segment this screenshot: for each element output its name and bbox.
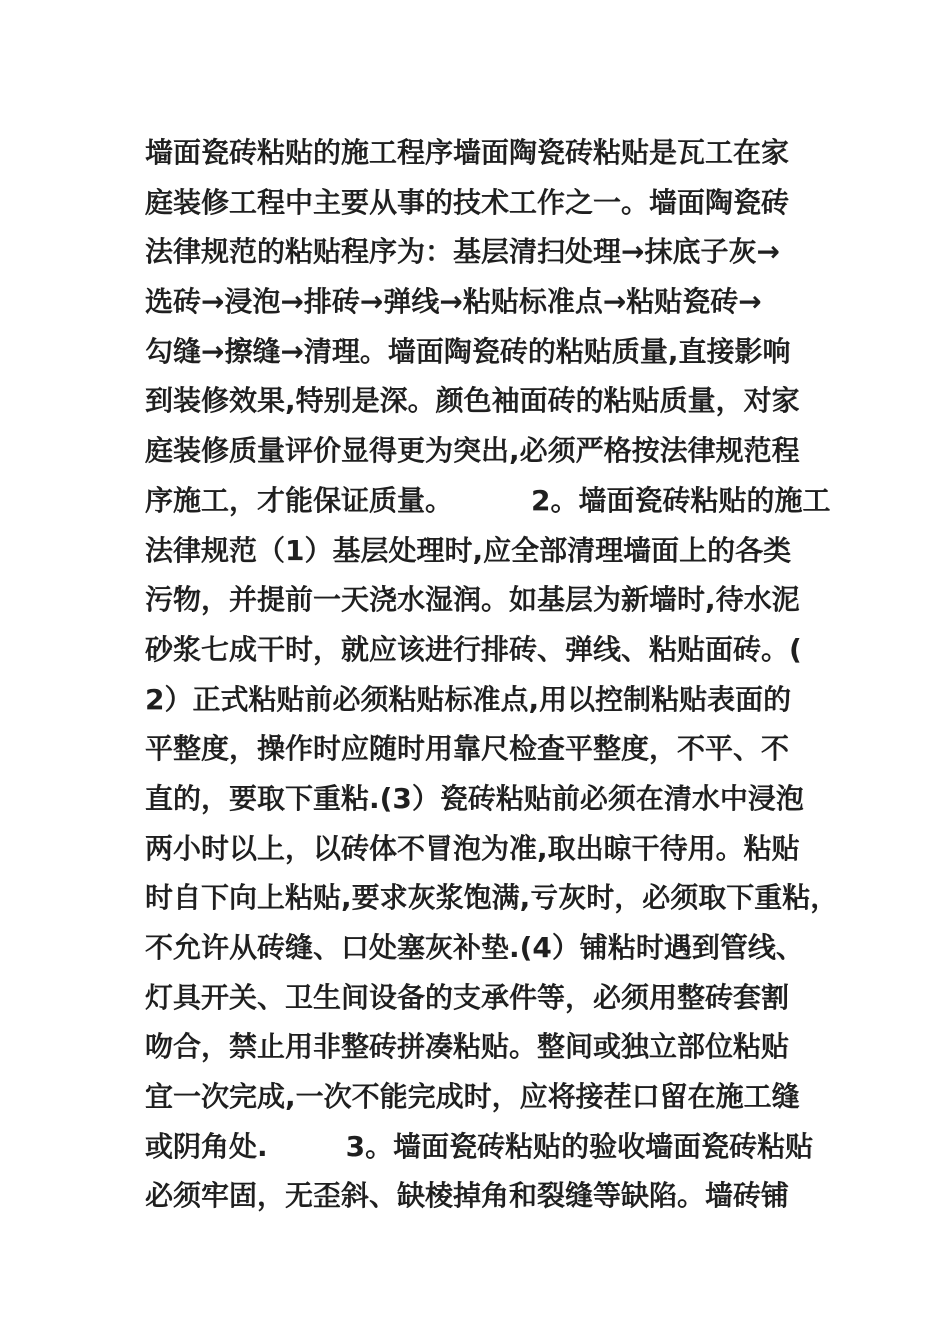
text-line: 庭装修工程中主要从事的技术工作之一。墙面陶瓷砖 xyxy=(145,185,790,219)
text-line: 到装修效果,特别是深。颜色袖面砖的粘贴质量，对家 xyxy=(145,384,800,418)
text-line: 时自下向上粘贴,要求灰浆饱满,亏灰时，必须取下重粘， xyxy=(145,881,839,915)
text-line: 灯具开关、卫生间设备的支承件等，必须用整砖套割 xyxy=(145,980,790,1014)
text-line: 不允许从砖缝、口处塞灰补垫.(4）铺粘时遇到管线、 xyxy=(145,931,804,964)
text-line: 污物，并提前一天浇水湿润。如基层为新墙时,待水泥 xyxy=(145,583,800,617)
text-line: 序施工，才能保证质量。 2。墙面瓷砖粘贴的施工 xyxy=(145,483,831,517)
text-line: 两小时以上，以砖体不冒泡为准,取出晾干待用。粘贴 xyxy=(145,831,800,865)
body-text xyxy=(145,128,839,1221)
text-line: 庭装修质量评价显得更为突出,必须严格按法律规范程 xyxy=(145,434,800,468)
text-line: 墙面瓷砖粘贴的施工程序墙面陶瓷砖粘贴是瓦工在家 xyxy=(145,136,790,169)
text-line: 2）正式粘贴前必须粘贴标准点,用以控制粘贴表面的 xyxy=(145,682,792,716)
text-line: 宜一次完成,一次不能完成时，应将接茬口留在施工缝 xyxy=(145,1080,800,1114)
text-line: 吻合，禁止用非整砖拼凑粘贴。整间或独立部位粘贴 xyxy=(145,1030,790,1064)
text-line: 勾缝→擦缝→清理。墙面陶瓷砖的粘贴质量,直接影响 xyxy=(145,334,791,368)
text-line: 必须牢固，无歪斜、缺棱掉角和裂缝等缺陷。墙砖铺 xyxy=(145,1179,790,1213)
text-line: 直的，要取下重粘.(3）瓷砖粘贴前必须在清水中浸泡 xyxy=(145,781,804,815)
text-line: 法律规范的粘贴程序为：基层清扫处理→抹底子灰→ xyxy=(145,235,780,269)
text-line: 平整度，操作时应随时用靠尺检查平整度，不平、不 xyxy=(145,732,790,766)
text-line: 或阴角处. 3。墙面瓷砖粘贴的验收墙面瓷砖粘贴 xyxy=(145,1129,814,1163)
text-line: 法律规范（1）基层处理时,应全部清理墙面上的各类 xyxy=(145,533,792,567)
text-line: 砂浆七成干时，就应该进行排砖、弹线、粘贴面砖。( xyxy=(145,632,802,666)
text-line: 选砖→浸泡→排砖→弹线→粘贴标准点→粘贴瓷砖→ xyxy=(145,285,762,319)
